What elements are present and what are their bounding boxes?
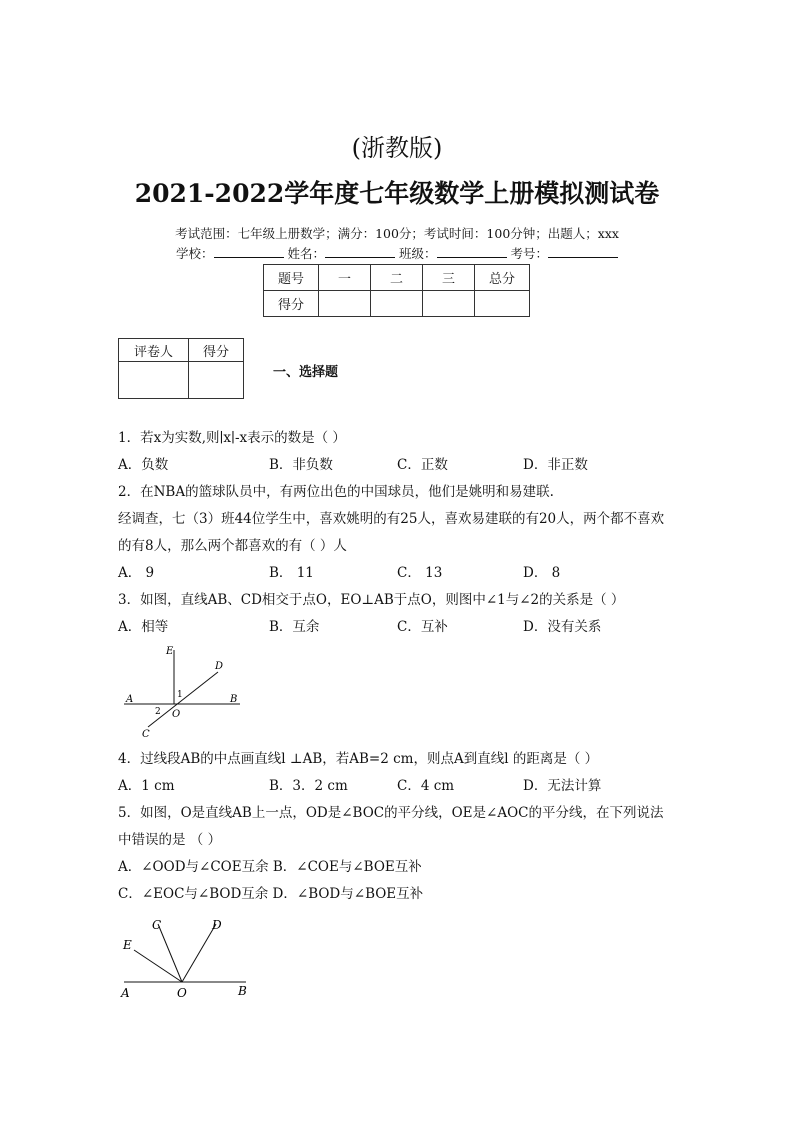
question-5-stem-line-1: 5．如图，O是直线AB上一点，OD是∠BOC的平分线，OE是∠AOC的平分线，在下列说法: [118, 805, 664, 821]
section-title: 一、选择题: [273, 365, 339, 380]
question-5-options-line-1[interactable]: A．∠OOD与∠COE互余 B．∠COE与∠BOE互补: [118, 859, 422, 875]
option-a[interactable]: A． 9: [118, 565, 155, 581]
option-d[interactable]: D．无法计算: [523, 778, 602, 794]
question-5-options-line-2[interactable]: C．∠EOC与∠BOD互余 D．∠BOD与∠BOE互补: [118, 886, 424, 902]
label-a: A: [121, 986, 130, 1000]
grader-table: [118, 338, 244, 399]
score-table: [263, 264, 530, 317]
option-b[interactable]: B．3．2 cm: [269, 778, 348, 794]
score-cell[interactable]: [475, 291, 530, 317]
grader-cell[interactable]: [189, 362, 244, 399]
label-b: B: [230, 694, 238, 705]
score-header-cell: 总分: [475, 265, 530, 291]
question-3-stem: 3．如图，直线AB、CD相交于点O，EO⊥AB于点O，则图中∠1与∠2的关系是（ ）: [118, 592, 625, 608]
label-a: A: [126, 694, 134, 705]
option-a[interactable]: A．负数: [118, 457, 169, 473]
score-header-cell: 二: [371, 265, 423, 291]
label-angle-1: 1: [177, 690, 183, 700]
label-e: E: [166, 646, 174, 657]
label-d: D: [215, 661, 224, 672]
ray-oe: [134, 950, 182, 982]
school-blank[interactable]: [214, 245, 284, 258]
grader-header-row: [119, 339, 244, 362]
score-cell[interactable]: [319, 291, 371, 317]
ray-od: [182, 924, 216, 982]
class-label: 班级：: [398, 246, 437, 261]
score-header-cell: 一: [319, 265, 371, 291]
option-c[interactable]: C． 13: [397, 565, 443, 581]
option-d[interactable]: D．非正数: [523, 457, 588, 473]
score-table-score-row: [264, 291, 530, 317]
grader-cell[interactable]: [119, 362, 189, 399]
school-label: 学校：: [175, 246, 214, 261]
label-o: O: [177, 986, 187, 1000]
question-2-stem-line-3: 的有8人，那么两个都喜欢的有（ ）人: [118, 538, 347, 554]
grader-header-cell: 得分: [189, 339, 244, 362]
label-e: E: [123, 938, 132, 952]
score-cell[interactable]: [423, 291, 475, 317]
id-blank[interactable]: [548, 245, 618, 258]
question-2-stem-line-1: 2．在NBA的篮球队员中，有两位出色的中国球员，他们是姚明和易建联.: [118, 484, 554, 500]
label-d: D: [212, 918, 222, 932]
id-label: 考号：: [510, 246, 548, 261]
option-b[interactable]: B．非负数: [269, 457, 333, 473]
question-1-stem: 1．若x为实数,则∣x∣-x表示的数是（ ）: [118, 430, 346, 446]
exam-title: 2021-2022学年度七年级数学上册模拟测试卷: [134, 179, 660, 208]
line-cd: [148, 672, 218, 727]
name-blank[interactable]: [325, 245, 395, 258]
label-c: C: [142, 729, 150, 740]
question-2-stem-line-2: 经调查，七（3）班44位学生中，喜欢姚明的有25人，喜欢易建联的有20人，两个都不喜欢: [118, 511, 665, 527]
label-b: B: [238, 984, 247, 998]
score-row-label: 得分: [264, 291, 319, 317]
label-angle-2: 2: [155, 707, 161, 717]
exam-edition: (浙教版): [351, 134, 443, 162]
score-header-cell: 三: [423, 265, 475, 291]
ray-oc: [158, 924, 182, 982]
grader-header-cell: 评卷人: [119, 339, 189, 362]
option-b[interactable]: B．互余: [269, 619, 320, 635]
option-c[interactable]: C．互补: [397, 619, 448, 635]
option-d[interactable]: D．没有关系: [523, 619, 602, 635]
question-5-figure: [118, 912, 258, 1002]
question-4-stem: 4．过线段AB的中点画直线l ⊥AB，若AB=2 cm，则点A到直线l 的距离是（ ）: [118, 751, 599, 767]
option-c[interactable]: C．4 cm: [397, 778, 455, 794]
option-a[interactable]: A．1 cm: [118, 778, 175, 794]
label-o: O: [172, 709, 181, 720]
class-blank[interactable]: [437, 245, 507, 258]
grader-blank-row: [119, 362, 244, 399]
option-d[interactable]: D． 8: [523, 565, 561, 581]
student-info-line: [0, 244, 794, 262]
exam-info: 考试范围：七年级上册数学；满分：100分；考试时间：100分钟；出题人；xxx: [175, 226, 619, 241]
question-3-figure: [118, 642, 248, 742]
option-b[interactable]: B． 11: [269, 565, 314, 581]
score-header-cell: 题号: [264, 265, 319, 291]
label-c: C: [152, 918, 162, 932]
score-table-header-row: [264, 265, 530, 291]
score-cell[interactable]: [371, 291, 423, 317]
name-label: 姓名：: [287, 246, 325, 261]
option-a[interactable]: A．相等: [118, 619, 169, 635]
option-c[interactable]: C．正数: [397, 457, 448, 473]
question-5-stem-line-2: 中错误的是 （ ）: [118, 832, 222, 848]
